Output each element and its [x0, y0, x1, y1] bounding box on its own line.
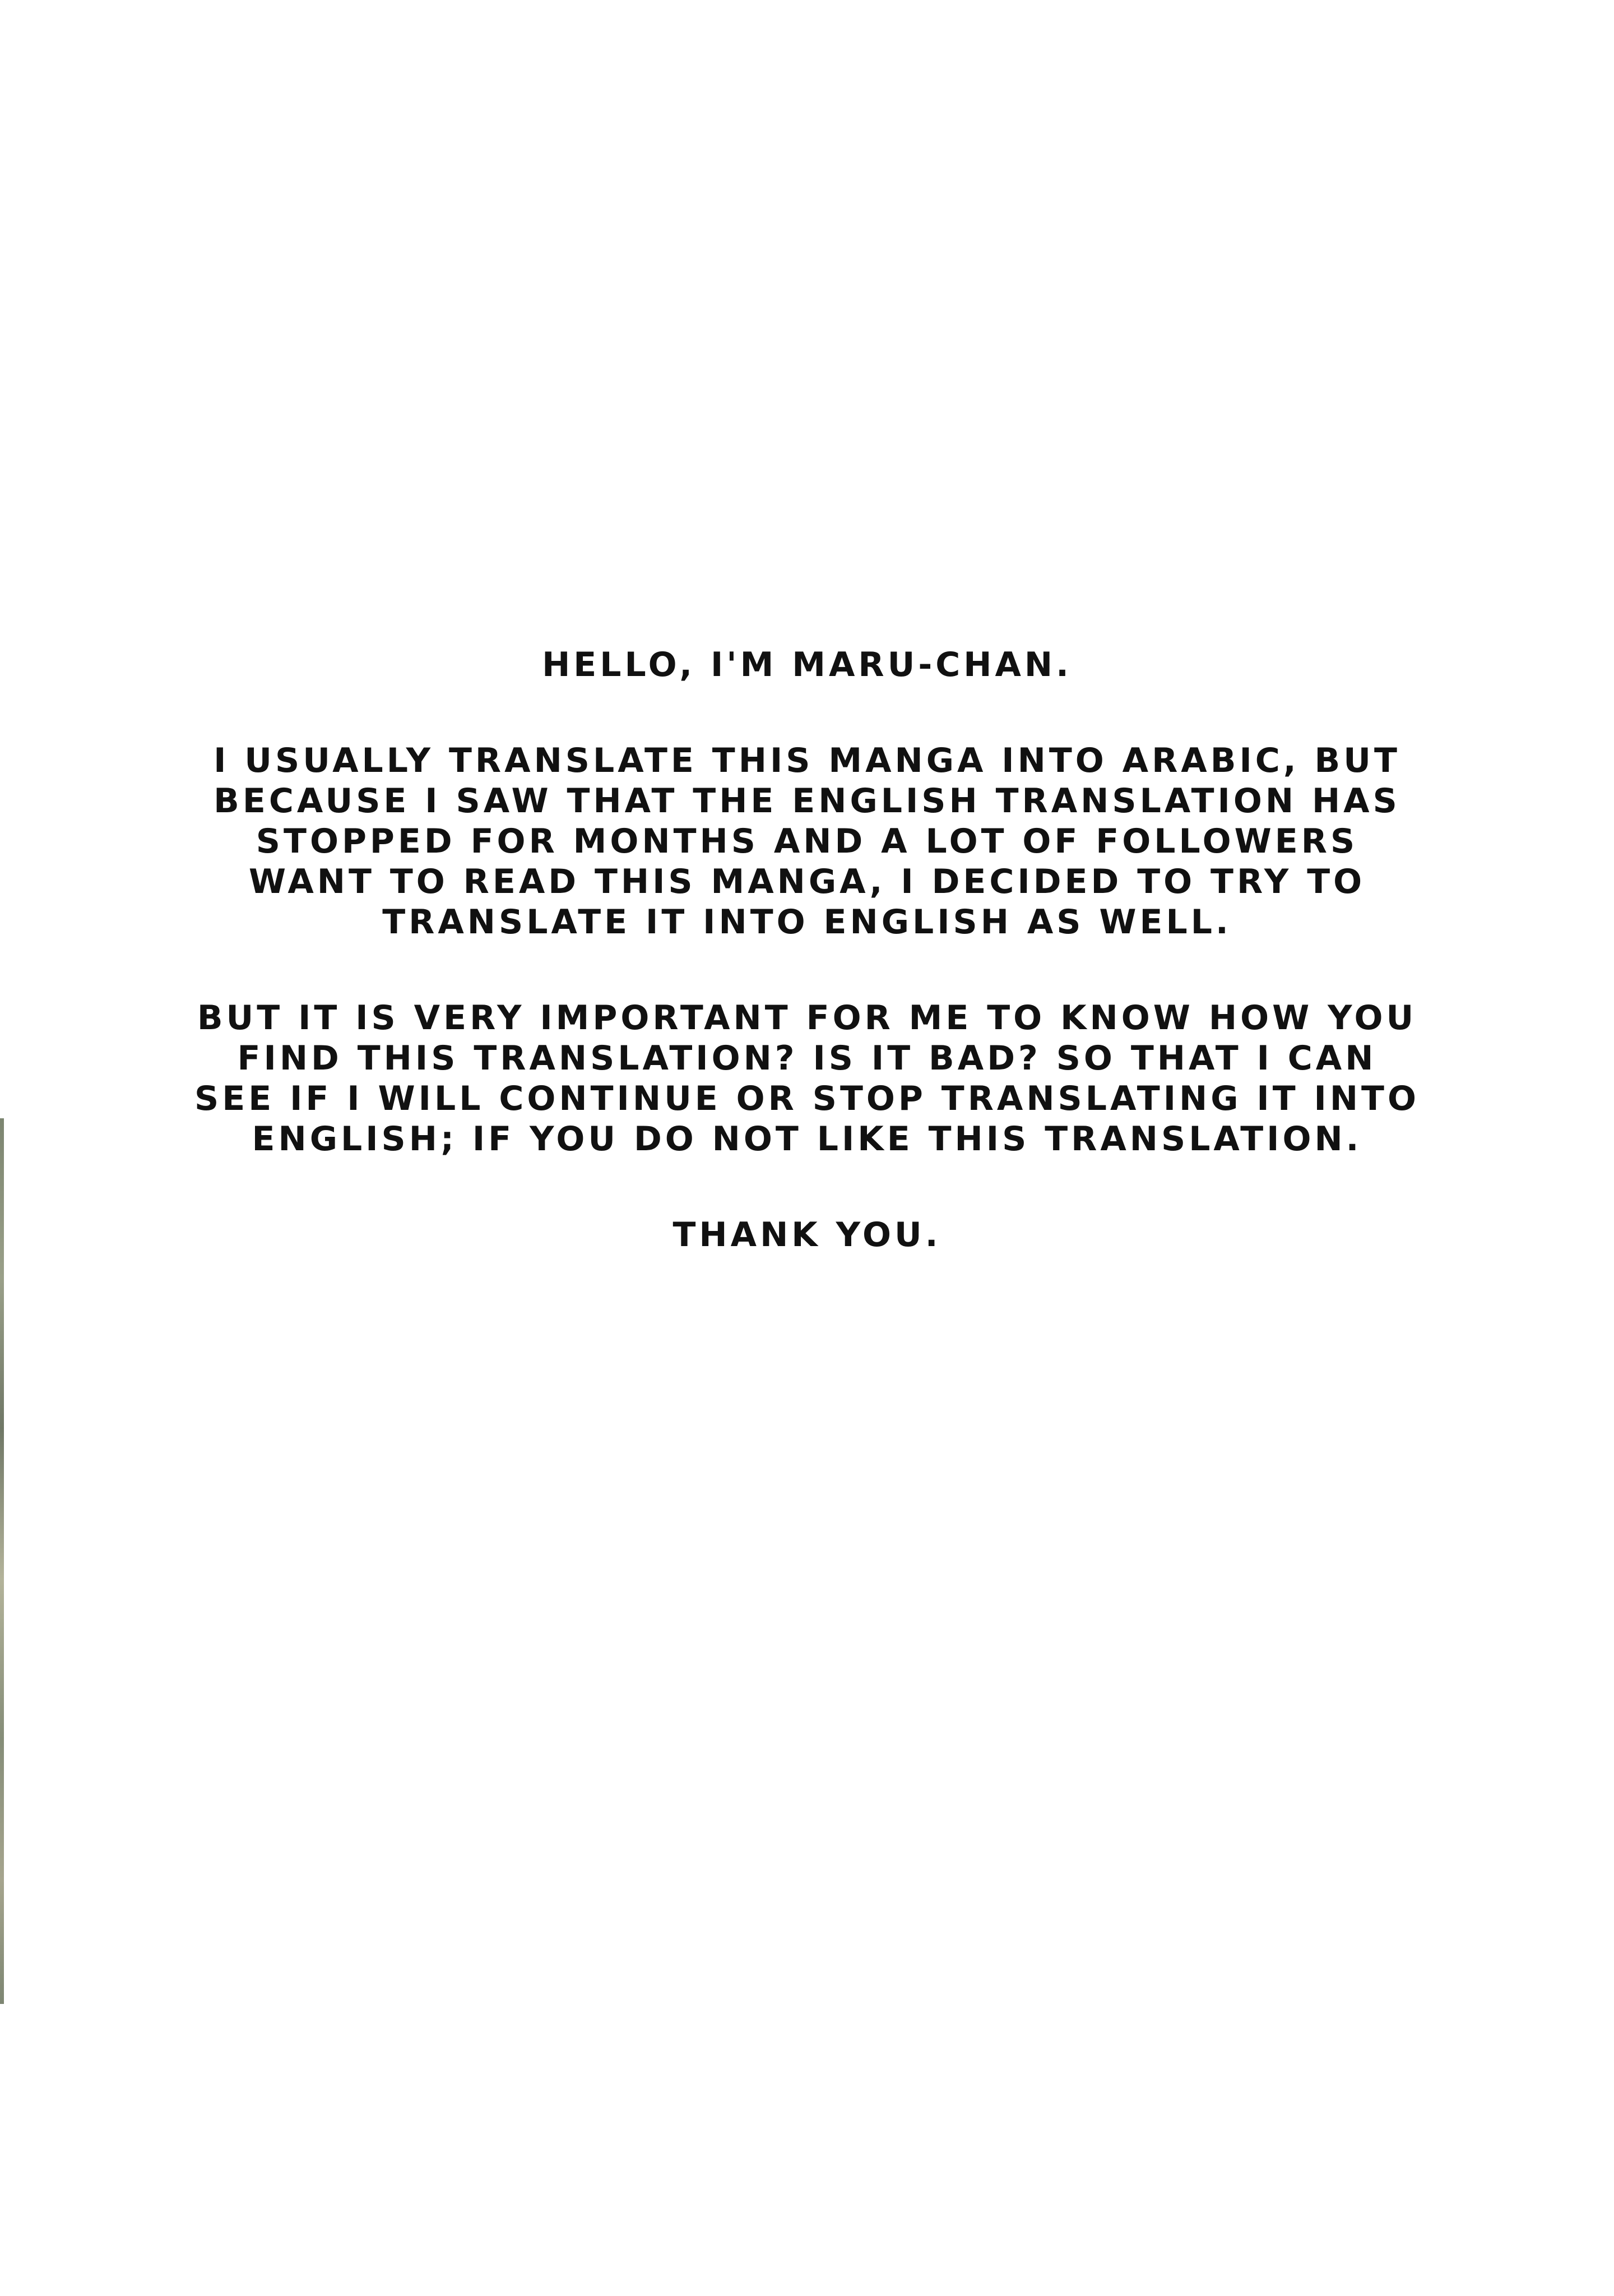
- greeting-paragraph: HELLO, I'M MARU-CHAN.: [542, 645, 1072, 684]
- closing-paragraph: THANK YOU.: [672, 1215, 942, 1255]
- translator-note: [67, 645, 1547, 1255]
- intro-paragraph: I USUALLY TRANSLATE THIS MANGA INTO ARABIC, BUT BECAUSE I SAW THAT THE ENGLISH TRANSLATION HAS STOPPED FOR MONTHS AND A LOT OF FOLLOWERS WANT TO READ THIS MANGA, I DECIDED TO TRY TO TRANSLATE IT INTO ENGLISH AS WELL.: [214, 741, 1400, 942]
- adjacent-page-edge-image: [0, 1118, 4, 2004]
- request-paragraph: BUT IT IS VERY IMPORTANT FOR ME TO KNOW HOW YOU FIND THIS TRANSLATION? IS IT BAD? SO THAT I CAN SEE IF I WILL CONTINUE OR STOP TRANSLATING IT INTO ENGLISH; IF YOU DO NOT LIKE THIS TRANSLATION.: [194, 998, 1420, 1159]
